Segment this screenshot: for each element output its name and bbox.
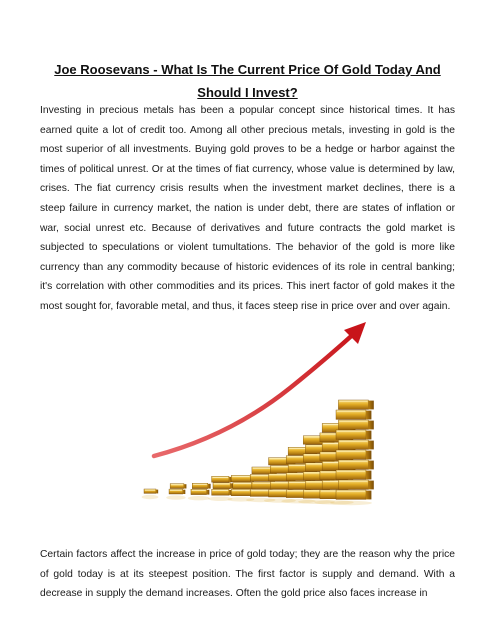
gold-reflection [166,495,185,499]
gold-reflection [188,496,210,500]
gold-bar-side [368,461,373,470]
gold-bar-side [183,490,185,494]
gold-stack [188,483,211,500]
gold-bar-highlight [253,483,272,484]
gold-bar-highlight [251,475,270,476]
gold-bar-side [366,451,371,460]
gold-bar-side [366,411,371,420]
gold-bar-side [184,484,186,488]
gold-reflection [142,495,159,499]
gold-bar-highlight [337,431,365,432]
gold-reflection [330,501,372,505]
gold-bar-highlight [337,491,365,492]
gold-bar-highlight [213,477,228,478]
gold-bar-highlight [337,471,365,472]
gold-bar-highlight [171,484,183,485]
gold-bar-side [368,481,373,490]
gold-bar-highlight [192,490,206,491]
document-title: Joe Roosevans - What Is The Current Price Of Gold Today And Should I Invest? [54,62,441,100]
paragraph-intro: Investing in precious metals has been a popular concept since historical times. It has earned quite a lot of credit too. Among all other precious metals, investing in gold is the most superior of all investments. Buying gold proves to be a hedge or harbor against the times of political unrest. Or at the times of fiat currency, whose value is determined by law, crises. The fiat currency crisis results when the investment market declines, there is a steep failure in currency market, the nation is under debt, there are states of inflation or war, social unrest etc. Because of derivatives and future contracts the gold market is subjected to speculations or violent tumultations. The behavior of the gold is more like currency than any commodity because of historic evidences of its role in central banking; it's correlation with other commodities and its prices. This inert factor of gold makes it the most sought for, favorable metal, and thus, it faces steep rise in price over and over again. [40,105,455,312]
gold-bar-highlight [214,483,229,484]
gold-bar-highlight [232,490,249,491]
gold-bar-side [207,490,210,495]
gold-bar-highlight [339,461,367,462]
gold-bar-highlight [213,490,228,491]
gold-bar-highlight [339,401,367,402]
gold-bar-side [368,401,373,410]
gold-stack [208,476,233,501]
gold-bar-side [368,421,373,430]
gold-bar-highlight [337,411,365,412]
gold-bar-side [368,441,373,450]
gold-bar-highlight [145,490,155,491]
gold-bar-highlight [251,490,270,491]
gold-bar-highlight [170,490,182,491]
gold-stacks [142,400,374,505]
paragraph-factors: Certain factors affect the increase in price of gold today; they are the reason why the price of gold today is at its steepest position. The first factor is supply and demand. With a decrease in supply the demand increases. Often the gold price also faces increase in [40,549,455,600]
gold-bar-highlight [234,483,251,484]
gold-bar-highlight [339,421,367,422]
gold-bar-side [156,490,158,494]
gold-bar-side [208,484,211,489]
gold-bar-highlight [253,468,272,469]
gold-bar-highlight [339,481,367,482]
gold-bar-side [366,431,371,440]
gold-stack [142,489,159,499]
gold-bar-highlight [193,484,207,485]
gold-bar-highlight [339,441,367,442]
gold-bar-side [366,491,371,500]
gold-stack [166,484,186,500]
gold-bar-highlight [232,476,249,477]
gold-bars-graphic [140,318,380,518]
gold-bar-highlight [337,451,365,452]
gold-bar-side [366,471,371,480]
gold-bars-illustration [140,318,380,518]
